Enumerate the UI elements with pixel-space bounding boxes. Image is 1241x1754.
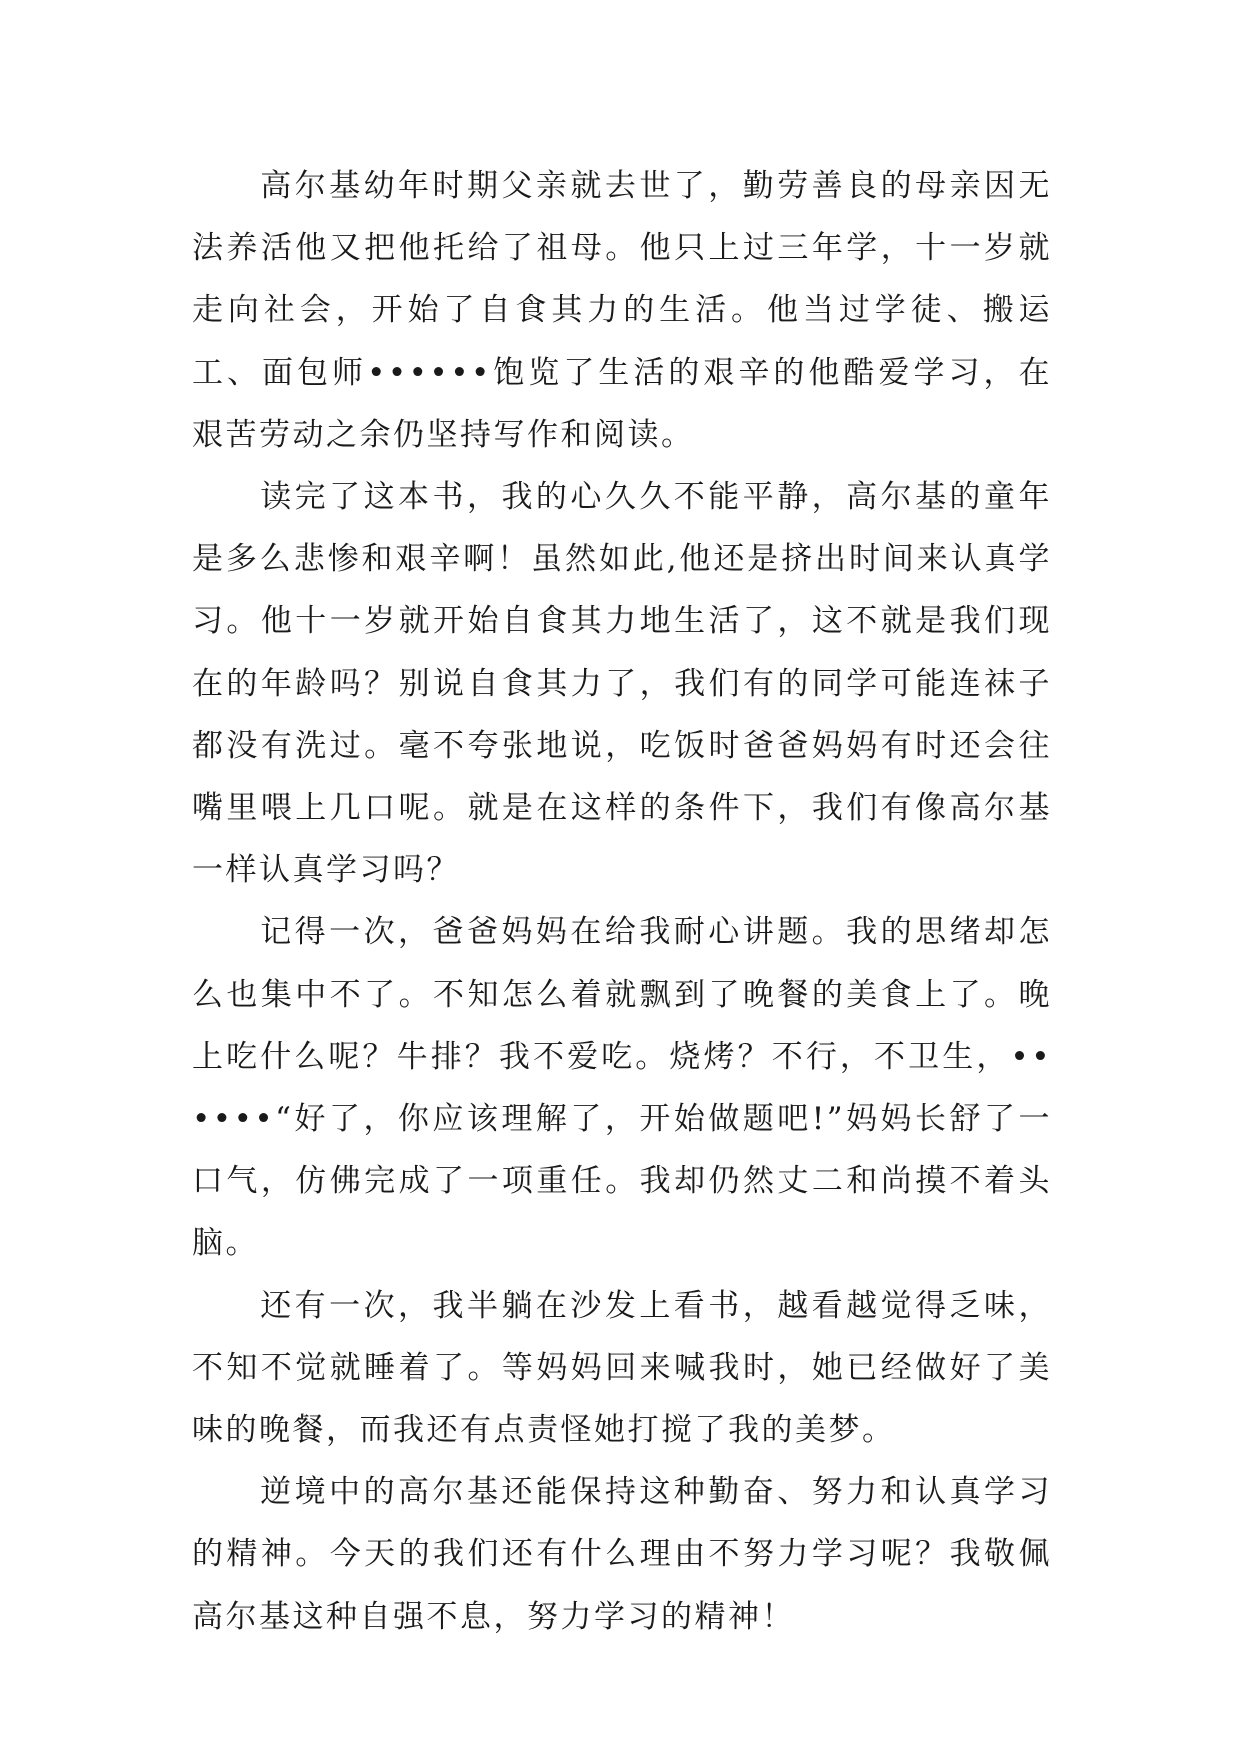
paragraph-5: 逆境中的高尔基还能保持这种勤奋、努力和认真学习的精神。今天的我们还有什么理由不努力学习呢？我敬佩高尔基这种自强不息，努力学习的精神！ <box>192 1474 1052 1635</box>
paragraph-4: 还有一次，我半躺在沙发上看书，越看越觉得乏味，不知不觉就睡着了。等妈妈回来喊我时，她已经做好了美味的晚餐，而我还有点责怪她打搅了我的美梦。 <box>192 1287 1052 1449</box>
paragraph-2: 读完了这本书，我的心久久不能平静，高尔基的童年是多么悲惨和艰辛啊！虽然如此,他还是挤出时间来认真学习。他十一岁就开始自食其力地生活了，这不就是我们现在的年龄吗？别说自食其力了，我们有的同学可能连袜子都没有洗过。毫不夸张地说，吃饭时爸爸妈妈有时还会往嘴里喂上几口呢。就是在这样的条件下，我们有像高尔基一样认真学习吗？ <box>192 479 1052 889</box>
document-body <box>192 155 1052 1648</box>
paragraph-3: 记得一次，爸爸妈妈在给我耐心讲题。我的思绪却怎么也集中不了。不知怎么着就飘到了晚餐的美食上了。晚上吃什么呢？牛排？我不爱吃。烧烤？不行，不卫生，••••••“好了，你应该理解了，开始做题吧!”妈妈长舒了一口气，仿佛完成了一项重任。我却仍然丈二和尚摸不着头脑。 <box>192 914 1052 1262</box>
paragraph-1: 高尔基幼年时期父亲就去世了，勤劳善良的母亲因无法养活他又把他托给了祖母。他只上过三年学，十一岁就走向社会，开始了自食其力的生活。他当过学徒、搬运工、面包师••••••饱览了生活的艰辛的他酷爱学习，在艰苦劳动之余仍坚持写作和阅读。 <box>192 168 1052 453</box>
